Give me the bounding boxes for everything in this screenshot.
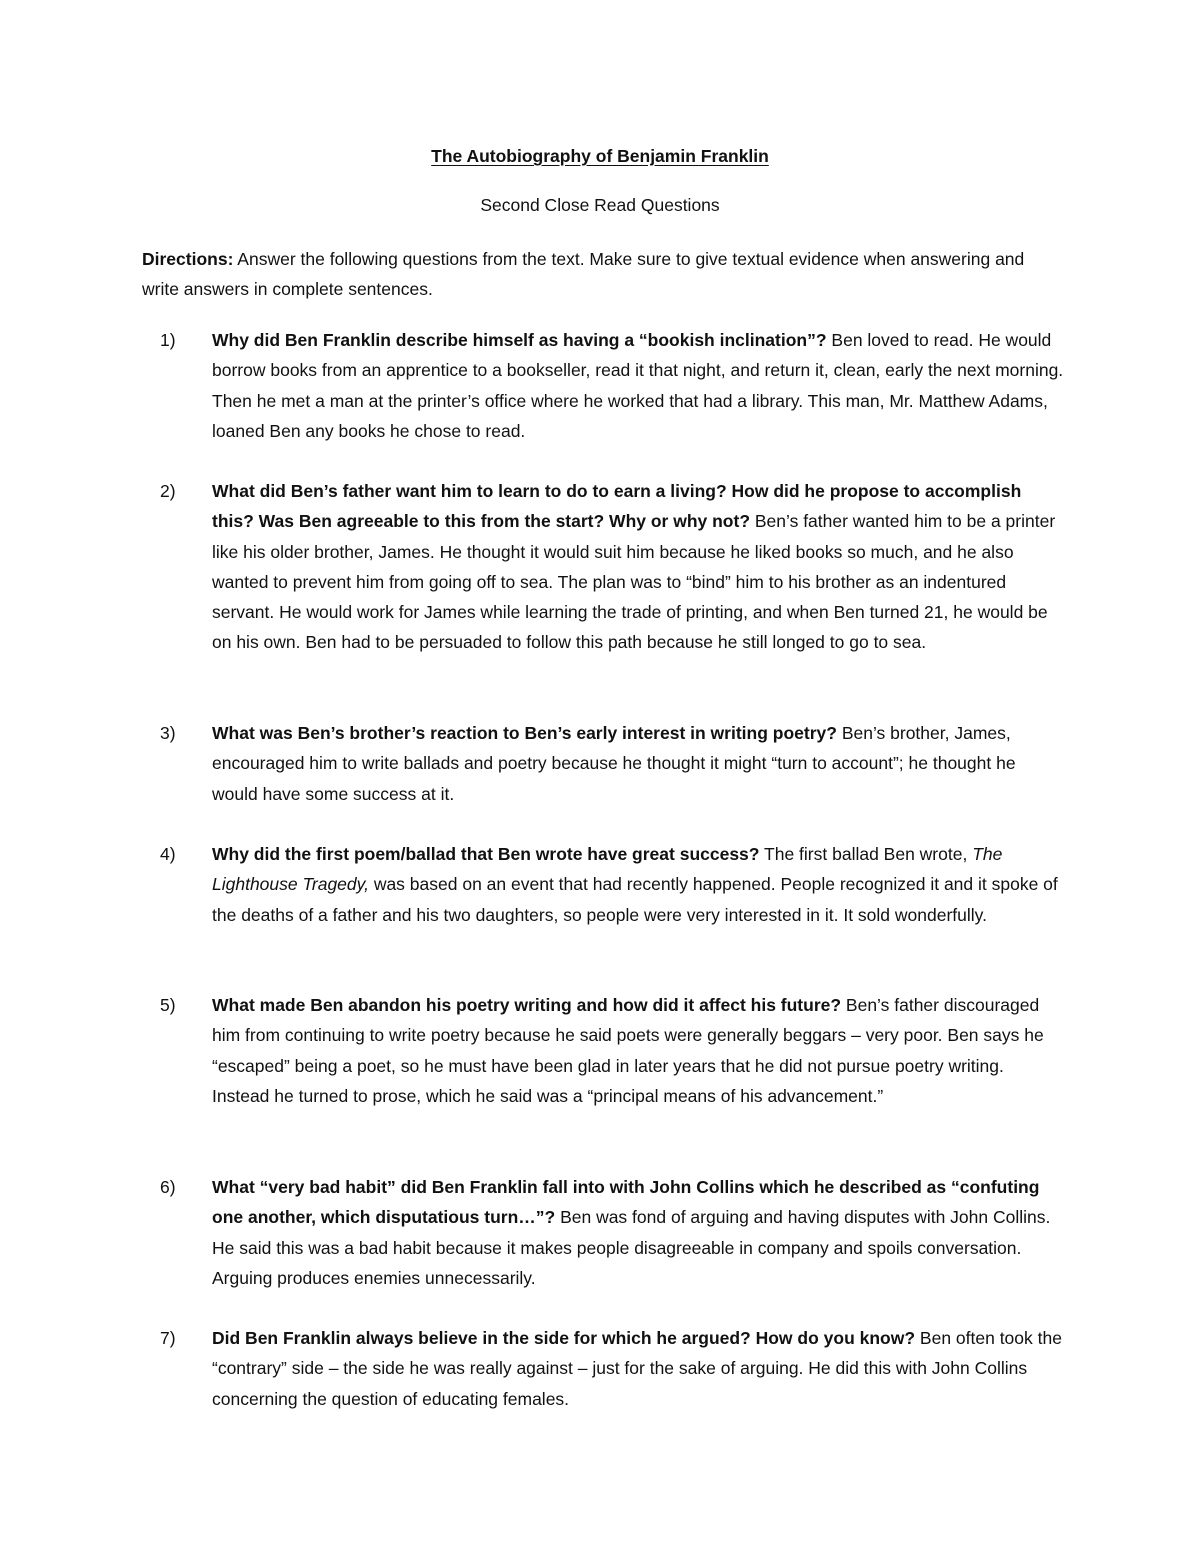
answer-text-post: was based on an event that had recently happened. People recognized it and it spoke of the deaths of a father and his two daughters, so people were very interested in it. It sold wonderfully. — [212, 874, 1058, 925]
question-body — [212, 476, 1064, 658]
question-text: Did Ben Franklin always believe in the side for which he argued? How do you know? — [212, 1328, 916, 1348]
question-number: 2) — [160, 481, 176, 501]
question-body — [212, 1323, 1064, 1414]
question-number: 3) — [160, 723, 176, 743]
answer-text-pre: The first ballad Ben wrote, — [759, 844, 973, 864]
question-number: 6) — [160, 1177, 176, 1197]
answer-text: Ben was fond of arguing and having disputes with John Collins. He said this was a bad habit because it makes people disagreeable in company and spoils conversation. Arguing produces enemies unnecessarily. — [212, 1207, 1051, 1288]
directions-paragraph — [142, 244, 1062, 305]
document-subtitle: Second Close Read Questions — [480, 195, 720, 215]
question-number: 1) — [160, 330, 176, 350]
question-body — [212, 839, 1064, 930]
answer-text: Ben’s father discouraged him from continuing to write poetry because he said poets were generally beggars – very poor. Ben says he “escaped” being a poet, so he must have been glad in later years that he did not pursue poetry writing. Instead he turned to prose, which he said was a “principal means of his advancement.” — [212, 995, 1044, 1106]
question-text: What was Ben’s brother’s reaction to Ben’s early interest in writing poetry? — [212, 723, 837, 743]
directions-text: Answer the following questions from the text. Make sure to give textual evidence when answering and write answers in complete sentences. — [142, 249, 1025, 300]
answer-text: Ben’s father wanted him to be a printer like his older brother, James. He thought it would suit him because he liked books so much, and he also wanted to prevent him from going off to sea. The plan was to “bind” him to his brother as an indentured servant. He would work for James while learning the trade of printing, and when Ben turned 21, he would be on his own. Ben had to be persuaded to follow this path because he still longed to go to sea. — [212, 511, 1056, 653]
question-body — [212, 325, 1064, 446]
document-title: The Autobiography of Benjamin Franklin — [431, 146, 769, 166]
answer-text: Ben loved to read. He would borrow books from an apprentice to a bookseller, read it that night, and return it, clean, early the next morning. Then he met a man at the printer’s office where he worked that had a library. This man, Mr. Matthew Adams, loaned Ben any books he chose to read. — [212, 330, 1064, 441]
directions-label: Directions: — [142, 249, 234, 269]
question-body — [212, 718, 1064, 809]
question-number: 4) — [160, 844, 176, 864]
ballad-title: The Lighthouse Tragedy, — [212, 844, 1003, 895]
question-text: What made Ben abandon his poetry writing and how did it affect his future? — [212, 995, 842, 1015]
question-text: What “very bad habit” did Ben Franklin fall into with John Collins which he described as “confuting one another, which disputatious turn…”? — [212, 1177, 1040, 1228]
question-text: Why did the first poem/ballad that Ben wrote have great success? — [212, 844, 760, 864]
question-number: 7) — [160, 1328, 176, 1348]
question-body — [212, 990, 1064, 1111]
question-body — [212, 1172, 1064, 1293]
question-text: Why did Ben Franklin describe himself as having a “bookish inclination”? — [212, 330, 827, 350]
question-text: What did Ben’s father want him to learn to do to earn a living? How did he propose to accomplish this? Was Ben agreeable to this from the start? Why or why not? — [212, 481, 1022, 532]
answer-text: Ben’s brother, James, encouraged him to write ballads and poetry because he thought it might “turn to account”; he thought he would have some success at it. — [212, 723, 1016, 804]
answer-text: Ben often took the “contrary” side – the side he was really against – just for the sake of arguing. He did this with John Collins concerning the question of educating females. — [212, 1328, 1062, 1409]
question-number: 5) — [160, 995, 176, 1015]
